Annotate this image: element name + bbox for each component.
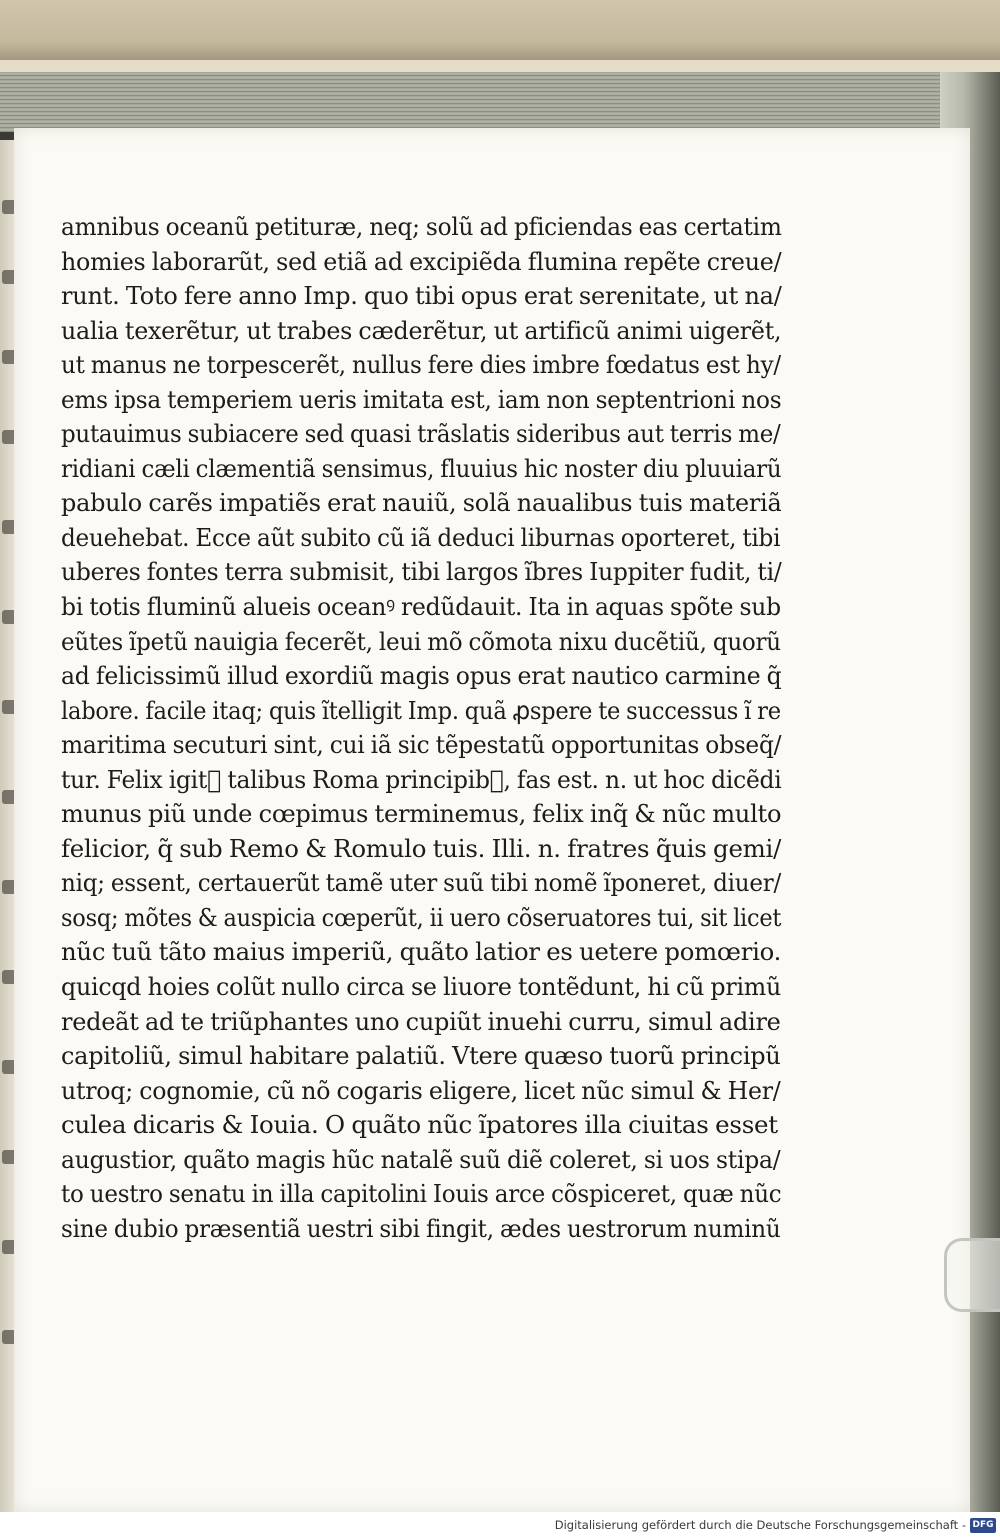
dfg-logo: DFG [970,1518,996,1533]
text-line: niq; essent, certauerũt tamẽ uter suũ tibi nomẽ ĩponeret, diuer/ [61,868,782,898]
text-line: amnibus oceanũ petituræ, neq; solũ ad pficiendas eas certatim [61,212,782,241]
text-line: augustior, quãto magis hũc natalẽ suũ diẽ coleret, si uos stipa/ [61,1144,781,1174]
text-line: labore. facile itaq; quis ĩtelligit Imp. quã ꝓspere te successus ĩ re [61,695,781,725]
text-line: eũtes ĩpetũ nauigia fecerẽt, leui mõ cõmota nixu ducẽtiũ, quorũ [61,626,781,656]
text-line: bi totis fluminũ alueis oceanꝰ redũdauit. Ita in aquas spõte sub [61,592,781,622]
text-line: ridiani cæli clæmentiã sensimus, fluuius hic noster diu pluuiarũ [61,453,782,483]
page-text [61,210,781,1246]
text-line: maritima secuturi sint, cui iã sic tẽpestatũ opportunitas obseq̃/ [61,730,782,760]
text-line: deuehebat. Ecce aũt subito cũ iã deduci liburnas oporteret, tibi [61,522,781,552]
text-line: redeãt ad te triũphantes uno cupiũt inuehi curru, simul adire [61,1006,781,1036]
text-line: putauimus subiacere sed quasi trãslatis sideribus aut terris me/ [61,419,781,449]
text-line: to uestro senatu in illa capitolini Iouis arce cõspiceret, quæ nũc [61,1179,782,1209]
text-line: sosq; mõtes & auspicia cœperũt, ii uero cõseruatores tui, sit licet [61,902,782,932]
text-line: homies laborarũt, sed etiã ad excipiẽda flumina repẽte creue/ [61,246,782,276]
text-line: ad felicissimũ illud exordiũ magis opus erat nautico carmine q̃ [61,661,782,691]
text-line: runt. Toto fere anno Imp. quo tibi opus erat serenitate, ut na/ [61,281,782,311]
text-line: culea dicaris & Iouia. O quãto nũc ĩpatores illa ciuitas esset [61,1110,778,1140]
text-line: quicqd hoies colũt nullo circa se liuore tontẽdunt, hi cũ primũ [61,972,782,1002]
text-line: tur. Felix igit᷑ talibus Roma principibꝰ, fas est. n. ut hoc dicẽdi [61,764,782,794]
text-line: capitoliũ, simul habitare palatiũ. Vtere quæso tuorũ principũ [61,1041,781,1071]
text-line: uberes fontes terra submisit, tibi largos ĩbres Iuppiter fudit, ti/ [61,557,782,587]
text-line: utroq; cognomie, cũ nõ cogaris eligere, licet nũc simul & Her/ [61,1075,781,1105]
text-line: munus piũ unde cœpimus terminemus, felix inq̃ & nũc multo [61,799,782,829]
text-line: ut manus ne torpescerẽt, nullus fere dies imbre fœdatus est hy/ [61,350,781,380]
text-line: nũc tuũ tãto maius imperiũ, quãto latior es uetere pomœrio. [61,937,782,967]
page-marker-tab [944,1238,1000,1312]
footer-funding-text: Digitalisierung gefördert durch die Deutsche Forschungsgemeinschaft - [554,1518,966,1532]
text-line: sine dubio præsentiã uestri sibi fingit, ædes uestrorum numinũ [61,1213,781,1243]
text-line: pabulo carẽs impatiẽs erat nauiũ, solã naualibus tuis materiã [61,488,782,518]
text-line: ualia texerẽtur, ut trabes cæderẽtur, ut artificũ animi uigerẽt, [61,315,782,345]
text-line: felicior, q̃ sub Remo & Romulo tuis. Illi. n. fratres q̃uis gemi/ [61,833,782,863]
text-line: ems ipsa temperiem ueris imitata est, iam non septentrioni nos [61,384,782,414]
footer-bar [0,1512,1000,1539]
page-stack-top [0,72,970,132]
